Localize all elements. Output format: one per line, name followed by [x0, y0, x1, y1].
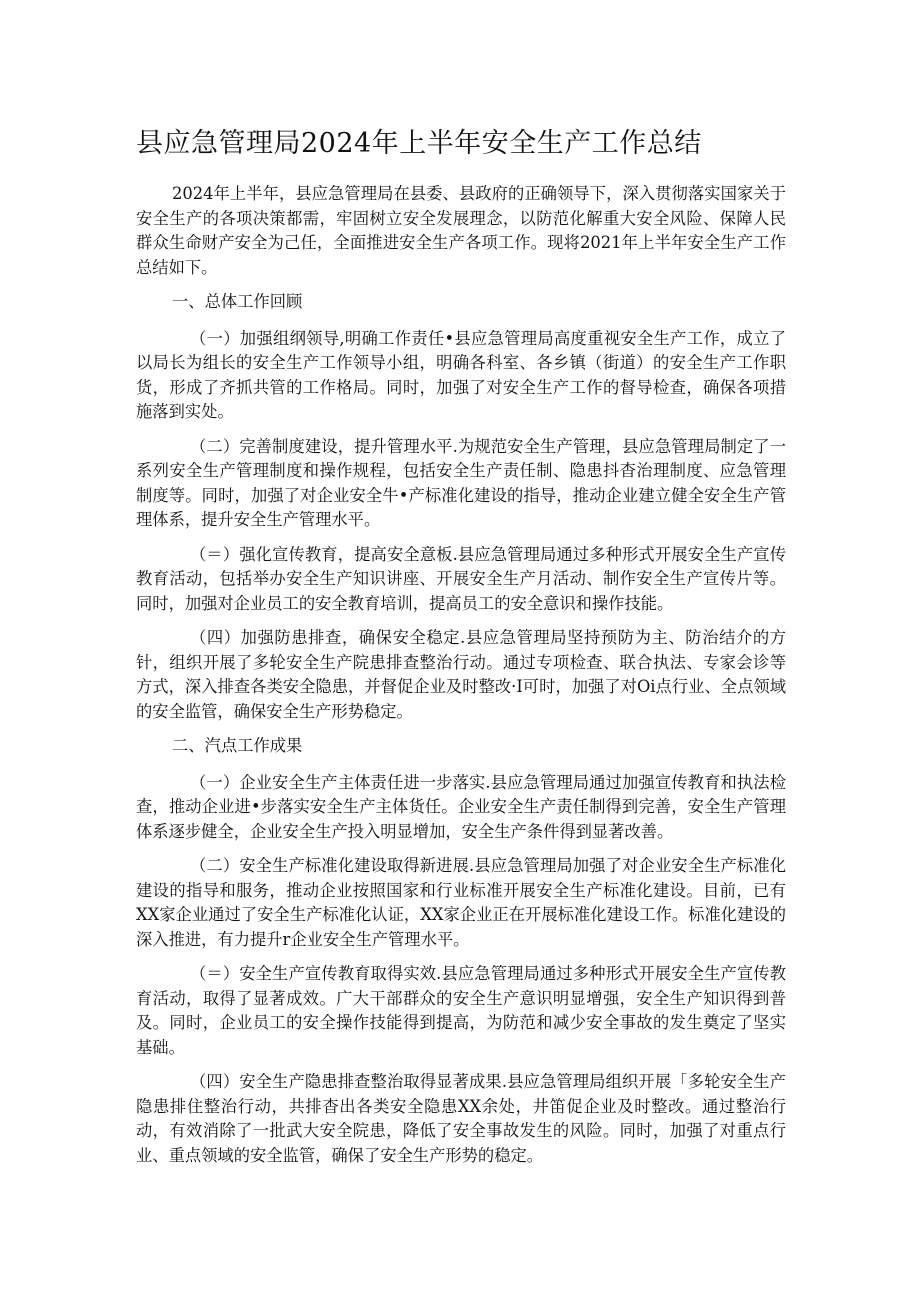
intro-paragraph: 2024年上半年，县应急管理局在县委、县政府的正确领导下，深入贯彻落实国家关于安全生产的各项决策都需，牢固树立安全发展理念，以防范化解重大安全风险、保障人民群众生命财产安全为己任，全面推进安全生产各项工作。现将2021年上半年安全生产工作总结如下。: [136, 184, 786, 277]
results-item-1: （一）企业安全生产主体责任进一步落实.县应急管理局通过加强宣传教育和执法检查，推动企业进•步落实安全生产主体货任。企业安全生产责任制得到完善，安全生产管理体系逐步健全，企业安全生产投入明显增加，安全生产条件得到显著改善。: [136, 772, 786, 841]
overview-item-3: （＝）强化宣传教育，提高安全意板.县应急管理局通过多种形式开展安全生产宣传教育活动，包括举办安全生产知识讲座、开展安全生产月活动、制作安全生产宣传片等。同时，加强对企业员工的安全教育培训，提高员工的安全意识和操作技能。: [136, 544, 786, 613]
section-heading-overview: 一、总体工作回顾: [172, 292, 303, 311]
results-item-2: （二）安全生产标准化建设取得新进展.县应急管理局加强了对企业安全生产标准化建设的指导和服务，推动企业按照国家和行业标准开展安全生产标准化建设。目前，已有XX家企业通过了安全生产标准化认证，XX家企业正在开展标准化建设工作。标准化建设的深入推进，有力提升r企业安全生产管理水平。: [136, 856, 786, 949]
overview-item-1: （一）加强组纲领导,明确工作责任•县应急管理局高度重视安全生产工作，成立了以局长为组长的安全生产工作领导小组，明确各科室、各乡镇（街道）的安全生产工作职货，形成了齐抓共管的工作格局。同时，加强了对安全生产工作的督导检查，确保各项措施落到实处。: [136, 328, 786, 421]
results-item-3: （＝）安全生产宣传教育取得实效.县应急管理局通过多种形式开展安全生产宣传教育活动，取得了显著成效。广大干部群众的安全生产意识明显增强，安全生产知识得到普及。同时，企业员工的安全操作技能得到提高，为防范和减少安全事故的发生奠定了坚实基础。: [136, 964, 786, 1057]
document-title: 县应急管理局2024年上半年安全生产工作总结: [136, 128, 702, 159]
overview-item-4: （四）加强防患排查，确保安全稳定.县应急管理局坚持预防为主、防治结介的方针，组织开展了多轮安全生产院患排查整治行动。通过专项检查、联合执法、专家会诊等方式，深入排查各类安全隐患，并督促企业及时整改·I可时，加强了对Oi点行业、全点领域的安全监管，确保安全生产形势稳定。: [136, 628, 786, 721]
results-item-4: （四）安全生产隐患排查整治取得显著成果.县应急管理局组织开展「多轮安全生产隐患排住整治行动，共排杳出各类安全隐患XX余处，井笛促企业及时整改。通过整治行动，有效消除了一批武大安全院患，降低了安全事故发生的风险。同时，加强了对重点行业、重点领域的安全监管，确保了安全生产形势的稳定。: [136, 1072, 786, 1165]
document-page: [136, 124, 786, 1178]
overview-item-2: （二）完善制度建设，提升管理水平.为规范安全生产管理，县应急管理局制定了一系列安全生产管理制度和操作规程，包括安全生产责任制、隐患抖杳治理制度、应急管理制度等。同时，加强了对企业安全牛•产标准化建设的指导，推动企业建立健全安全生产管理体系，提升安全生产管理水平。: [136, 436, 786, 529]
section-heading-results: 二、汽点工作成果: [172, 736, 303, 755]
